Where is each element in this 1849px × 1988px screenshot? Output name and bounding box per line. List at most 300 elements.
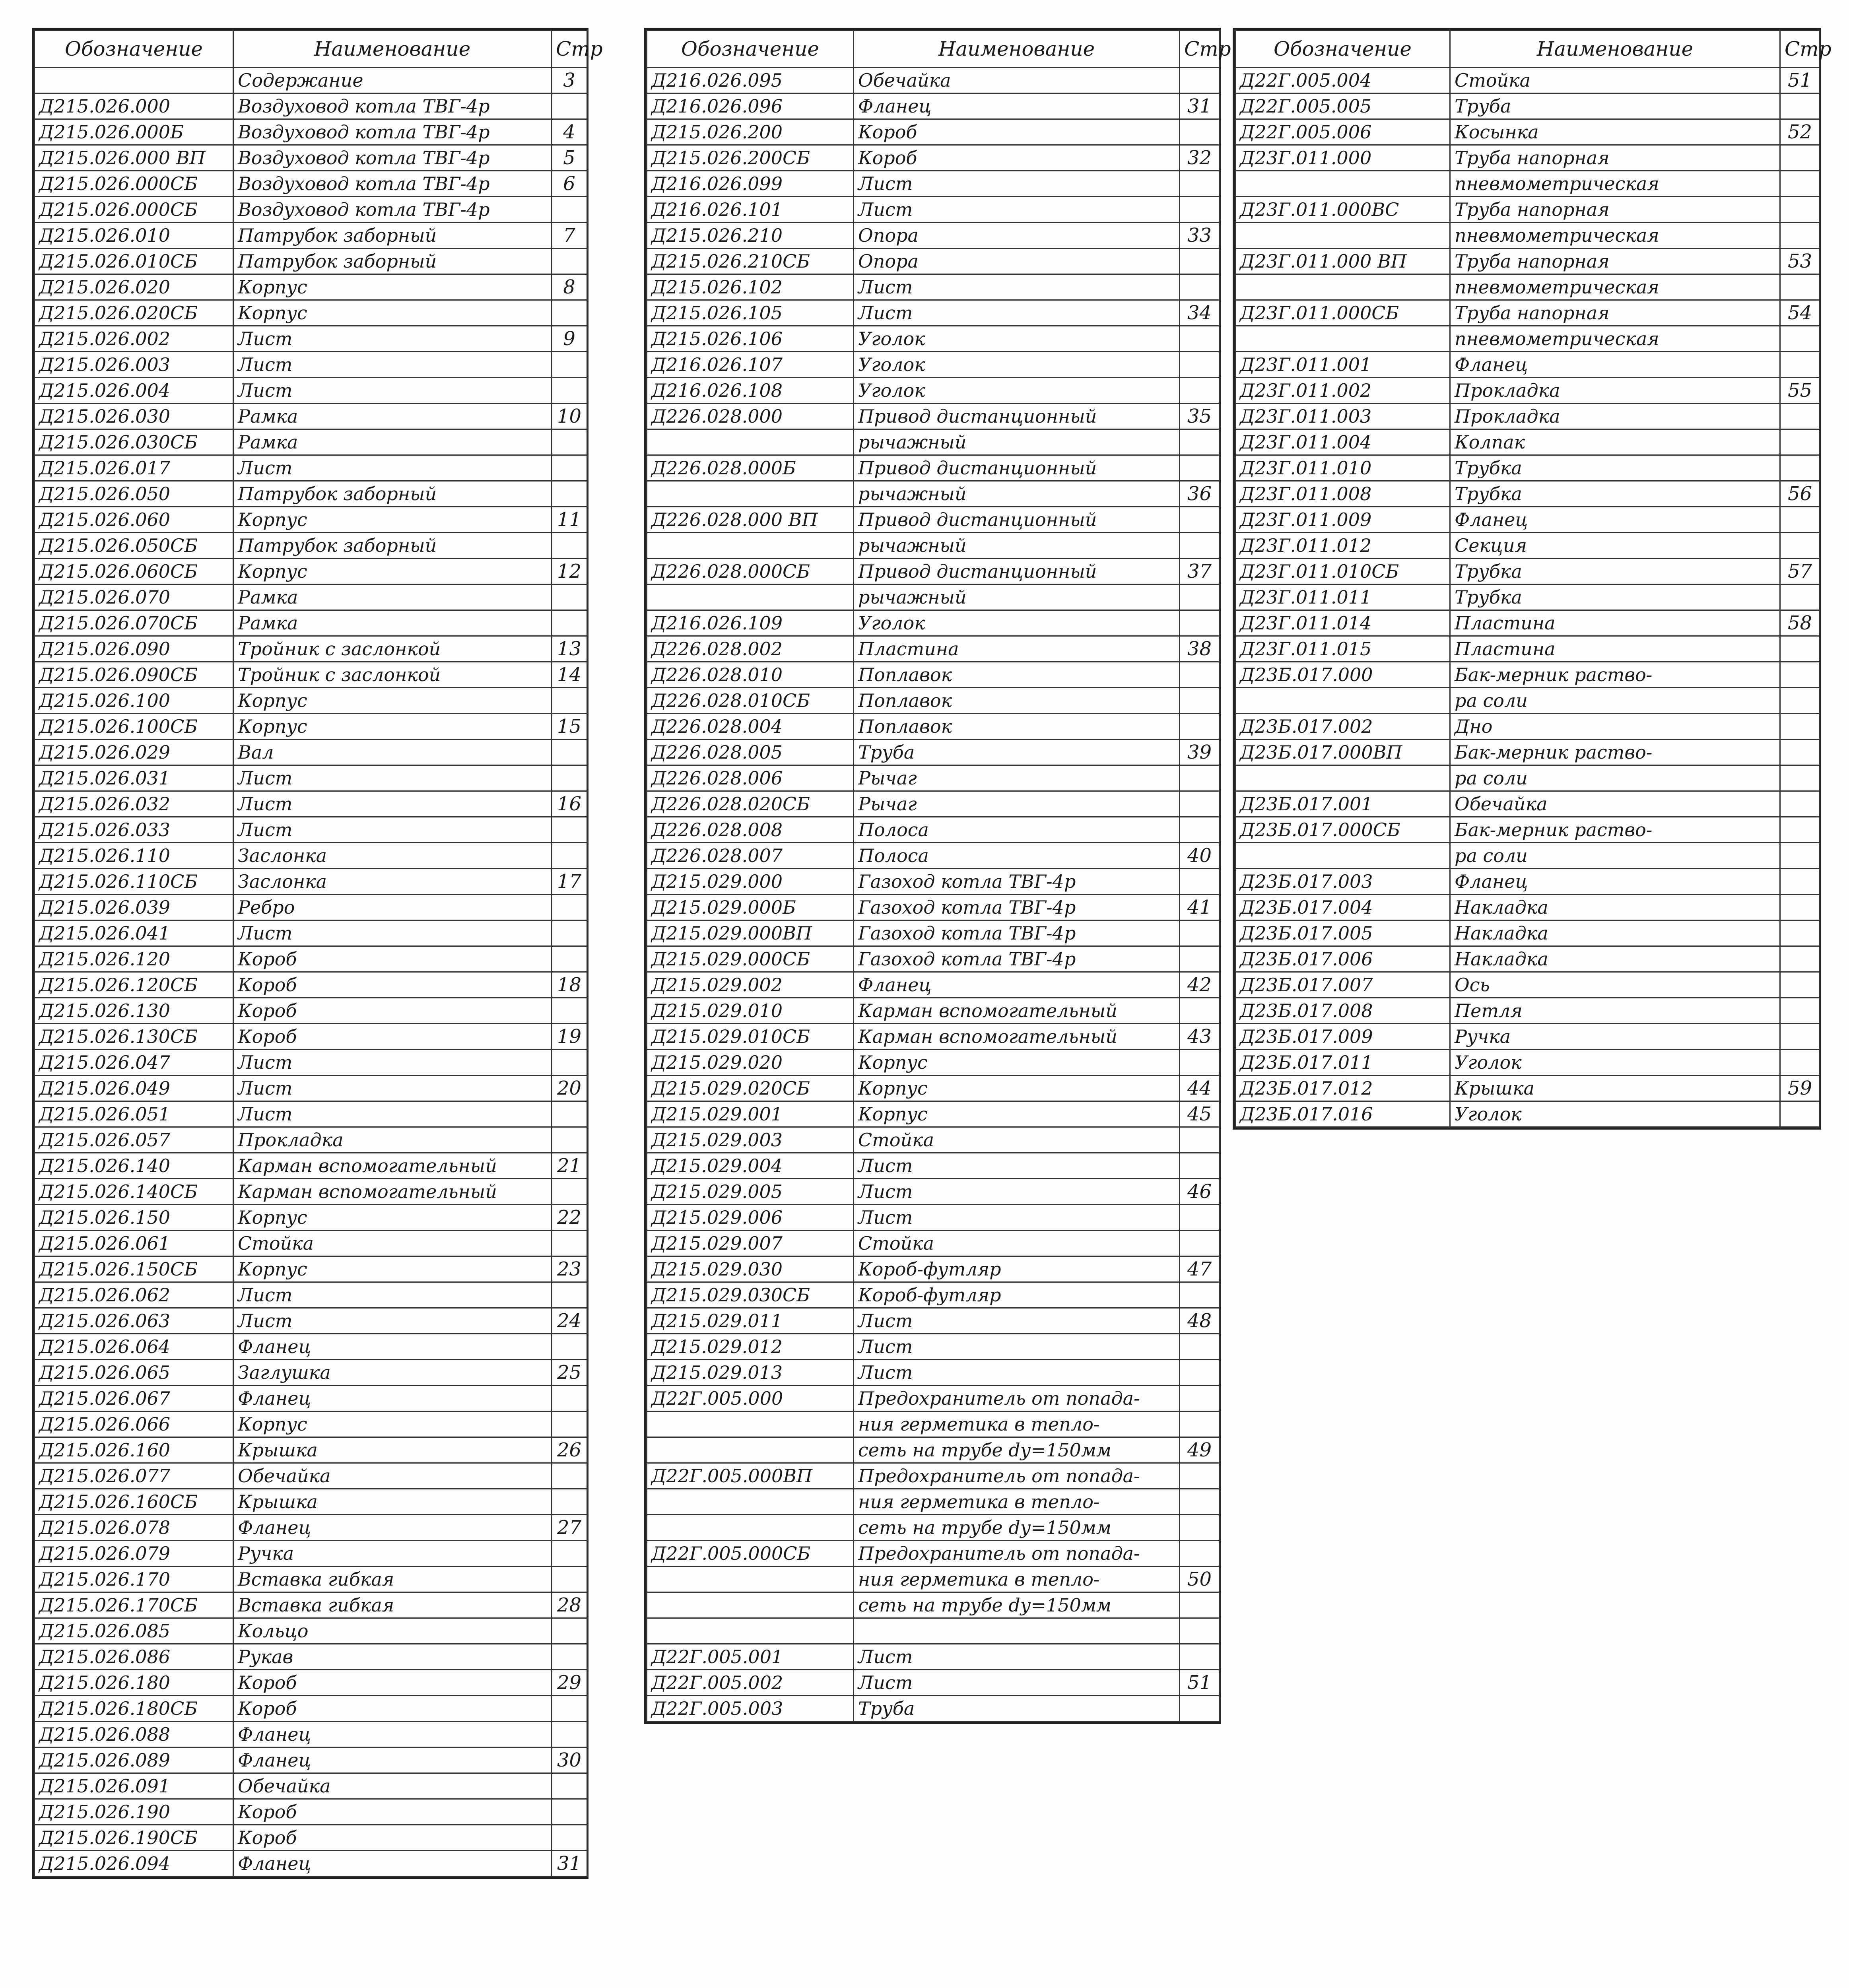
cell-name: Воздуховод котла ТВГ-4р — [233, 145, 552, 171]
cell-designation: Д215.026.003 — [35, 352, 233, 378]
cell-designation: Д215.026.066 — [35, 1411, 233, 1437]
table-row — [647, 559, 1220, 584]
cell-name: Привод дистанционный — [854, 507, 1180, 533]
cell-name: Короб — [233, 998, 552, 1024]
table-row — [1235, 946, 1820, 972]
cell-designation: Д215.026.051 — [35, 1101, 233, 1127]
cell-page — [1180, 714, 1220, 740]
cell-name: Уголок — [854, 610, 1180, 636]
cell-page: 18 — [552, 972, 587, 998]
cell-name: Корпус — [233, 507, 552, 533]
table-row — [647, 1360, 1220, 1386]
cell-designation: Д215.029.020СБ — [647, 1076, 854, 1101]
cell-designation: Д215.026.130 — [35, 998, 233, 1024]
cell-name: Патрубок заборный — [233, 223, 552, 248]
table-row — [35, 1308, 587, 1334]
cell-page — [1180, 998, 1220, 1024]
cell-name: Крышка — [233, 1437, 552, 1463]
cell-page: 3 — [552, 68, 587, 93]
cell-page — [1180, 378, 1220, 404]
table-row — [35, 1411, 587, 1437]
cell-designation: Д23Г.011.008 — [1235, 481, 1450, 507]
cell-designation: Д215.026.064 — [35, 1334, 233, 1360]
cell-designation — [1235, 843, 1450, 869]
cell-designation: Д23Б.017.001 — [1235, 791, 1450, 817]
cell-name: Фланец — [233, 1851, 552, 1877]
table-row — [647, 352, 1220, 378]
table-row — [35, 533, 587, 559]
cell-page — [1780, 636, 1820, 662]
cell-designation: Д215.026.091 — [35, 1773, 233, 1799]
table-row — [35, 1076, 587, 1101]
table-row — [35, 1101, 587, 1127]
cell-name: Вал — [233, 740, 552, 765]
cell-page — [1780, 429, 1820, 455]
cell-designation: Д215.026.180СБ — [35, 1696, 233, 1722]
cell-designation — [647, 1489, 854, 1515]
cell-name: Стойка — [233, 1231, 552, 1256]
cell-name: сеть на трубе dу=150мм — [854, 1437, 1180, 1463]
cell-designation: Д215.026.110СБ — [35, 869, 233, 895]
table-row — [647, 791, 1220, 817]
cell-designation: Д215.029.002 — [647, 972, 854, 998]
table-row — [1235, 559, 1820, 584]
cell-page — [552, 920, 587, 946]
cell-page: 25 — [552, 1360, 587, 1386]
table-row — [35, 610, 587, 636]
table-row — [647, 1256, 1220, 1282]
cell-page — [1780, 93, 1820, 119]
table-row — [1235, 662, 1820, 688]
cell-name: Газоход котла ТВГ-4р — [854, 920, 1180, 946]
table-row — [35, 171, 587, 197]
cell-name: Крышка — [1450, 1076, 1780, 1101]
cell-page — [1780, 507, 1820, 533]
cell-designation: Д226.028.007 — [647, 843, 854, 869]
cell-designation — [1235, 171, 1450, 197]
cell-designation: Д215.026.020СБ — [35, 300, 233, 326]
cell-designation: Д23Б.017.002 — [1235, 714, 1450, 740]
table-row — [647, 843, 1220, 869]
cell-page: 12 — [552, 559, 587, 584]
cell-designation: Д216.026.108 — [647, 378, 854, 404]
cell-designation: Д215.029.006 — [647, 1205, 854, 1231]
cell-page — [552, 1825, 587, 1851]
cell-designation: Д22Г.005.005 — [1235, 93, 1450, 119]
table-row — [1235, 404, 1820, 429]
cell-designation: Д23Б.017.003 — [1235, 869, 1450, 895]
cell-page: 7 — [552, 223, 587, 248]
cell-designation: Д226.028.010СБ — [647, 688, 854, 714]
table-row — [647, 1592, 1220, 1618]
cell-designation: Д23Б.017.000СБ — [1235, 817, 1450, 843]
table-row — [1235, 843, 1820, 869]
cell-page — [552, 1386, 587, 1411]
cell-page: 57 — [1780, 559, 1820, 584]
cell-name: Опора — [854, 223, 1180, 248]
cell-designation: Д226.028.008 — [647, 817, 854, 843]
table-row — [35, 869, 587, 895]
cell-designation: Д216.026.101 — [647, 197, 854, 223]
cell-designation — [647, 1411, 854, 1437]
table-row — [35, 119, 587, 145]
cell-designation: Д215.026.210СБ — [647, 248, 854, 274]
cell-designation: Д23Б.017.011 — [1235, 1050, 1450, 1076]
contents-table — [646, 30, 1231, 1722]
cell-page — [1180, 1386, 1220, 1411]
cell-page: 33 — [1180, 223, 1220, 248]
cell-designation: Д215.026.039 — [35, 895, 233, 920]
cell-name: Короб — [233, 1670, 552, 1696]
table-row — [1235, 429, 1820, 455]
cell-page — [552, 1411, 587, 1437]
cell-designation — [1235, 223, 1450, 248]
cell-name: Лист — [233, 1308, 552, 1334]
cell-designation: Д215.026.060СБ — [35, 559, 233, 584]
cell-name: Уголок — [1450, 1050, 1780, 1076]
cell-designation — [647, 1567, 854, 1592]
header-name: Наименование — [1450, 31, 1780, 68]
cell-page — [1780, 843, 1820, 869]
cell-name: Накладка — [1450, 946, 1780, 972]
cell-page: 8 — [552, 274, 587, 300]
cell-page — [552, 1541, 587, 1567]
cell-name: Ручка — [1450, 1024, 1780, 1050]
cell-name: пневмометрическая — [1450, 326, 1780, 352]
table-row — [1235, 481, 1820, 507]
table-row — [1235, 1050, 1820, 1076]
table-row — [35, 1722, 587, 1747]
cell-designation: Д215.029.005 — [647, 1179, 854, 1205]
table-row — [35, 765, 587, 791]
cell-designation: Д23Б.017.016 — [1235, 1101, 1450, 1127]
table-row — [1235, 455, 1820, 481]
cell-page: 23 — [552, 1256, 587, 1282]
cell-designation: Д215.026.100СБ — [35, 714, 233, 740]
cell-designation — [647, 1437, 854, 1463]
table-row — [35, 1489, 587, 1515]
cell-name: рычажный — [854, 584, 1180, 610]
cell-page: 42 — [1180, 972, 1220, 998]
cell-designation: Д215.026.065 — [35, 1360, 233, 1386]
cell-designation: Д216.026.095 — [647, 68, 854, 93]
table-row — [647, 765, 1220, 791]
cell-name: Накладка — [1450, 920, 1780, 946]
cell-designation: Д215.026.000 — [35, 93, 233, 119]
table-row — [647, 636, 1220, 662]
cell-name: Патрубок заборный — [233, 481, 552, 507]
cell-name: Карман вспомогательный — [854, 1024, 1180, 1050]
cell-name: Поплавок — [854, 688, 1180, 714]
cell-name: Фланец — [1450, 352, 1780, 378]
drawing-sheet — [24, 20, 1832, 1988]
cell-designation: Д215.026.078 — [35, 1515, 233, 1541]
cell-name: Лист — [233, 791, 552, 817]
cell-designation: Д22Г.005.000СБ — [647, 1541, 854, 1567]
cell-page — [552, 429, 587, 455]
cell-name: Короб-футляр — [854, 1256, 1180, 1282]
cell-name: ния герметика в тепло- — [854, 1567, 1180, 1592]
header-name: Наименование — [233, 31, 552, 68]
table-row — [35, 352, 587, 378]
table-row — [1235, 300, 1820, 326]
cell-page — [552, 688, 587, 714]
table-row — [647, 714, 1220, 740]
table-row — [35, 300, 587, 326]
cell-designation: Д215.026.017 — [35, 455, 233, 481]
cell-designation: Д215.026.032 — [35, 791, 233, 817]
cell-name: Рукав — [233, 1644, 552, 1670]
cell-page — [1180, 1411, 1220, 1437]
cell-name: Стойка — [854, 1127, 1180, 1153]
cell-name: Лист — [854, 300, 1180, 326]
table-row — [1235, 998, 1820, 1024]
table-row — [1235, 920, 1820, 946]
cell-page — [552, 1101, 587, 1127]
cell-page: 9 — [552, 326, 587, 352]
cell-page — [552, 352, 587, 378]
table-row — [35, 145, 587, 171]
cell-name: Корпус — [233, 300, 552, 326]
cell-designation: Д23Б.017.007 — [1235, 972, 1450, 998]
cell-page: 32 — [1180, 145, 1220, 171]
cell-designation: Д215.029.007 — [647, 1231, 854, 1256]
cell-designation: Д23Г.011.000 ВП — [1235, 248, 1450, 274]
cell-designation: Д215.026.004 — [35, 378, 233, 404]
cell-name: Трубка — [1450, 455, 1780, 481]
cell-page — [1180, 817, 1220, 843]
table-row — [1235, 740, 1820, 765]
cell-name: Поплавок — [854, 714, 1180, 740]
cell-name: Лист — [854, 274, 1180, 300]
cell-page — [1180, 1541, 1220, 1567]
cell-designation: Д22Г.005.002 — [647, 1670, 854, 1696]
table-row — [35, 688, 587, 714]
cell-name: Корпус — [854, 1076, 1180, 1101]
cell-page — [1180, 1618, 1220, 1644]
cell-name: Патрубок заборный — [233, 248, 552, 274]
cell-page: 59 — [1780, 1076, 1820, 1101]
cell-page — [1180, 68, 1220, 93]
cell-designation: Д215.029.012 — [647, 1334, 854, 1360]
table-row — [1235, 326, 1820, 352]
cell-name: Пластина — [1450, 636, 1780, 662]
cell-page: 24 — [552, 1308, 587, 1334]
table-row — [647, 817, 1220, 843]
cell-page: 58 — [1780, 610, 1820, 636]
cell-name: Корпус — [233, 1256, 552, 1282]
table-row — [647, 688, 1220, 714]
cell-designation: Д215.029.020 — [647, 1050, 854, 1076]
cell-page — [552, 533, 587, 559]
table-row — [35, 1282, 587, 1308]
cell-page: 49 — [1180, 1437, 1220, 1463]
table-row — [647, 740, 1220, 765]
cell-designation: Д215.026.160СБ — [35, 1489, 233, 1515]
cell-name: Пластина — [1450, 610, 1780, 636]
cell-name: Корпус — [233, 1411, 552, 1437]
cell-designation: Д215.026.120СБ — [35, 972, 233, 998]
cell-name: Фланец — [233, 1747, 552, 1773]
cell-name: Лист — [233, 1101, 552, 1127]
cell-designation: Д215.026.041 — [35, 920, 233, 946]
cell-name: Лист — [854, 1360, 1180, 1386]
cell-page: 10 — [552, 404, 587, 429]
cell-page — [552, 1463, 587, 1489]
cell-name: Трубка — [1450, 584, 1780, 610]
table-row — [647, 584, 1220, 610]
cell-designation: Д215.026.070 — [35, 584, 233, 610]
table-row — [1235, 869, 1820, 895]
table-row — [647, 378, 1220, 404]
table-row — [35, 1644, 587, 1670]
table-row — [647, 1489, 1220, 1515]
cell-name: Карман вспомогательный — [854, 998, 1180, 1024]
cell-name: Предохранитель от попада- — [854, 1541, 1180, 1567]
table-row — [35, 378, 587, 404]
cell-name: ра соли — [1450, 843, 1780, 869]
cell-name: Фланец — [233, 1386, 552, 1411]
cell-designation: Д215.026.063 — [35, 1308, 233, 1334]
table-row — [647, 1515, 1220, 1541]
cell-designation: Д226.028.002 — [647, 636, 854, 662]
table-row — [647, 248, 1220, 274]
table-row — [35, 895, 587, 920]
table-row — [647, 171, 1220, 197]
cell-designation — [647, 533, 854, 559]
cell-name: Лист — [854, 1153, 1180, 1179]
table-row — [647, 481, 1220, 507]
table-row — [647, 610, 1220, 636]
cell-page: 50 — [1180, 1567, 1220, 1592]
cell-name: Уголок — [854, 352, 1180, 378]
cell-page: 52 — [1780, 119, 1820, 145]
cell-page — [1780, 946, 1820, 972]
cell-name: Фланец — [233, 1334, 552, 1360]
table-row — [35, 1153, 587, 1179]
cell-designation: Д215.026.102 — [647, 274, 854, 300]
cell-name: Обечайка — [233, 1773, 552, 1799]
cell-name: Опора — [854, 248, 1180, 274]
cell-designation: Д23Г.011.003 — [1235, 404, 1450, 429]
table-row — [647, 1179, 1220, 1205]
cell-name: Трубка — [1450, 481, 1780, 507]
cell-designation: Д215.029.000ВП — [647, 920, 854, 946]
cell-designation: Д215.026.050 — [35, 481, 233, 507]
cell-page — [1780, 817, 1820, 843]
cell-designation: Д215.026.210 — [647, 223, 854, 248]
cell-designation: Д23Б.017.004 — [1235, 895, 1450, 920]
cell-name: сеть на трубе dу=150мм — [854, 1592, 1180, 1618]
table-row — [647, 1437, 1220, 1463]
cell-designation: Д23Г.011.014 — [1235, 610, 1450, 636]
cell-page — [1180, 507, 1220, 533]
cell-page — [1780, 714, 1820, 740]
cell-designation: Д23Г.011.009 — [1235, 507, 1450, 533]
cell-name: Привод дистанционный — [854, 455, 1180, 481]
cell-designation: Д23Г.011.002 — [1235, 378, 1450, 404]
cell-name: Труба напорная — [1450, 248, 1780, 274]
table-row — [647, 1670, 1220, 1696]
cell-page: 13 — [552, 636, 587, 662]
cell-name: Лист — [233, 352, 552, 378]
cell-designation — [647, 1618, 854, 1644]
cell-name: Труба — [854, 740, 1180, 765]
cell-designation: Д22Г.005.000ВП — [647, 1463, 854, 1489]
table-row — [1235, 714, 1820, 740]
cell-page — [1780, 584, 1820, 610]
cell-name: Корпус — [854, 1101, 1180, 1127]
cell-designation: Д215.026.031 — [35, 765, 233, 791]
table-row — [35, 1179, 587, 1205]
table-row — [647, 1127, 1220, 1153]
cell-name: Лист — [233, 765, 552, 791]
cell-page: 36 — [1180, 481, 1220, 507]
cell-page: 27 — [552, 1515, 587, 1541]
cell-page — [552, 1179, 587, 1205]
cell-designation: Д23Г.011.001 — [1235, 352, 1450, 378]
cell-name: Колпак — [1450, 429, 1780, 455]
table-row — [1235, 171, 1820, 197]
cell-name: рычажный — [854, 481, 1180, 507]
cell-page — [552, 765, 587, 791]
cell-designation: Д215.029.000Б — [647, 895, 854, 920]
table-row — [35, 326, 587, 352]
cell-designation: Д215.026.170СБ — [35, 1592, 233, 1618]
cell-designation: Д23Г.011.012 — [1235, 533, 1450, 559]
table-row — [35, 1231, 587, 1256]
cell-name: Лист — [233, 378, 552, 404]
cell-designation: Д215.029.003 — [647, 1127, 854, 1153]
cell-designation: Д215.026.150СБ — [35, 1256, 233, 1282]
cell-name: Прокладка — [1450, 404, 1780, 429]
cell-page — [1780, 352, 1820, 378]
cell-name: Пластина — [854, 636, 1180, 662]
table-row — [35, 662, 587, 688]
cell-designation: Д215.026.089 — [35, 1747, 233, 1773]
cell-page: 26 — [552, 1437, 587, 1463]
cell-page: 46 — [1180, 1179, 1220, 1205]
cell-name: Короб — [233, 1825, 552, 1851]
cell-designation: Д226.028.000СБ — [647, 559, 854, 584]
table-row — [647, 998, 1220, 1024]
table-row — [647, 1205, 1220, 1231]
cell-name: Фланец — [854, 972, 1180, 998]
cell-designation: Д22Г.005.006 — [1235, 119, 1450, 145]
contents-column-2 — [644, 28, 1231, 1724]
cell-page: 43 — [1180, 1024, 1220, 1050]
cell-designation: Д22Г.005.000 — [647, 1386, 854, 1411]
cell-name: Патрубок заборный — [233, 533, 552, 559]
table-row — [35, 1567, 587, 1592]
cell-page: 15 — [552, 714, 587, 740]
cell-name: Корпус — [233, 274, 552, 300]
cell-page: 22 — [552, 1205, 587, 1231]
cell-page: 6 — [552, 171, 587, 197]
cell-designation: Д215.026.150 — [35, 1205, 233, 1231]
table-row — [35, 1515, 587, 1541]
table-row — [1235, 274, 1820, 300]
cell-page: 37 — [1180, 559, 1220, 584]
table-row — [35, 1334, 587, 1360]
cell-designation: Д215.026.106 — [647, 326, 854, 352]
cell-designation: Д216.026.109 — [647, 610, 854, 636]
cell-page — [1780, 869, 1820, 895]
cell-name: Заслонка — [233, 869, 552, 895]
cell-name: Прокладка — [1450, 378, 1780, 404]
cell-page — [1180, 1644, 1220, 1670]
table-row — [647, 1541, 1220, 1567]
